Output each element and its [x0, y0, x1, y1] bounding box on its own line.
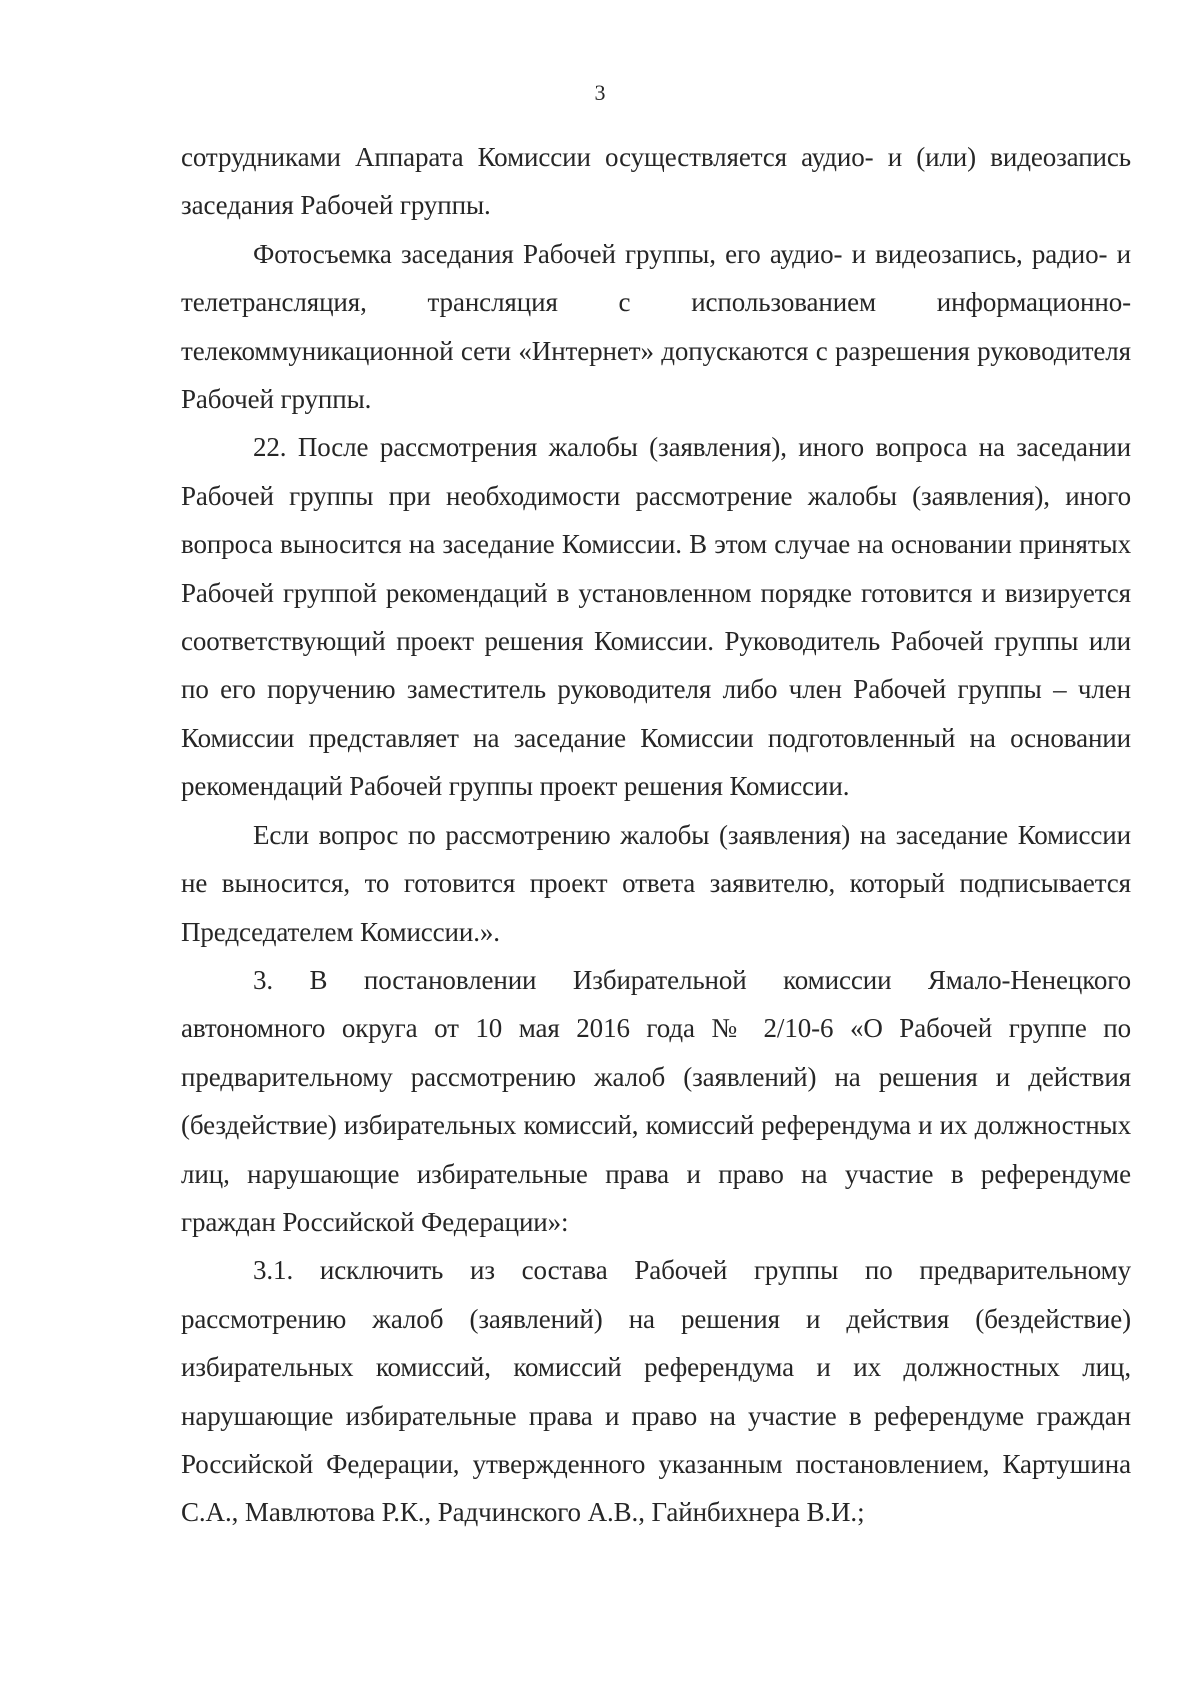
paragraph-photo-recording: Фотосъемка заседания Рабочей группы, его аудио- и видеозапись, радио- и телетрансляция, трансляция с использованием информационно-телекоммуникационной сети «Интернет» допускаются с разрешения руководителя Рабочей группы.: [181, 238, 1131, 415]
paragraph-item-22: 22. После рассмотрения жалобы (заявления), иного вопроса на заседании Рабочей группы при необходимости рассмотрение жалобы (заявления), иного вопроса выносится на заседание Комиссии. В этом случае на основании принятых Рабочей группой рекомендаций в установленном порядке готовится и визируется соответствующий проект решения Комиссии. Руководитель Рабочей группы или по его поручению заместитель руководителя либо член Рабочей группы – член Комиссии представляет на заседание Комиссии подготовленный на основании рекомендаций Рабочей группы проект решения Комиссии.: [181, 432, 1131, 802]
document-body: [181, 133, 1131, 1537]
paragraph-item-3-1: 3.1. исключить из состава Рабочей группы по предварительному рассмотрению жалоб (заявлений) на решения и действия (бездействие) избирательных комиссий, комиссий референдума и их должностных лиц, нарушающие избирательные права и право на участие в референдуме граждан Российской Федерации, утвержденного указанным постановлением, Картушина С.А., Мавлютова Р.К., Радчинского А.В., Гайнбихнера В.И.;: [181, 1255, 1131, 1528]
paragraph-item-3: 3. В постановлении Избирательной комиссии Ямало-Ненецкого автономного округа от 10 мая 2016 года № 2/10-6 «О Рабочей группе по предварительному рассмотрению жалоб (заявлений) на решения и действия (бездействие) избирательных комиссий, комиссий референдума и их должностных лиц, нарушающие избирательные права и право на участие в референдуме граждан Российской Федерации»:: [181, 964, 1131, 1237]
paragraph-continuation: сотрудниками Аппарата Комиссии осуществляется аудио- и (или) видеозапись заседания Рабочей группы.: [181, 142, 1131, 221]
page-number: 3: [594, 80, 606, 105]
paragraph-answer-applicant: Если вопрос по рассмотрению жалобы (заявления) на заседание Комиссии не выносится, то готовится проект ответа заявителю, который подписывается Председателем Комиссии.».: [181, 819, 1131, 947]
